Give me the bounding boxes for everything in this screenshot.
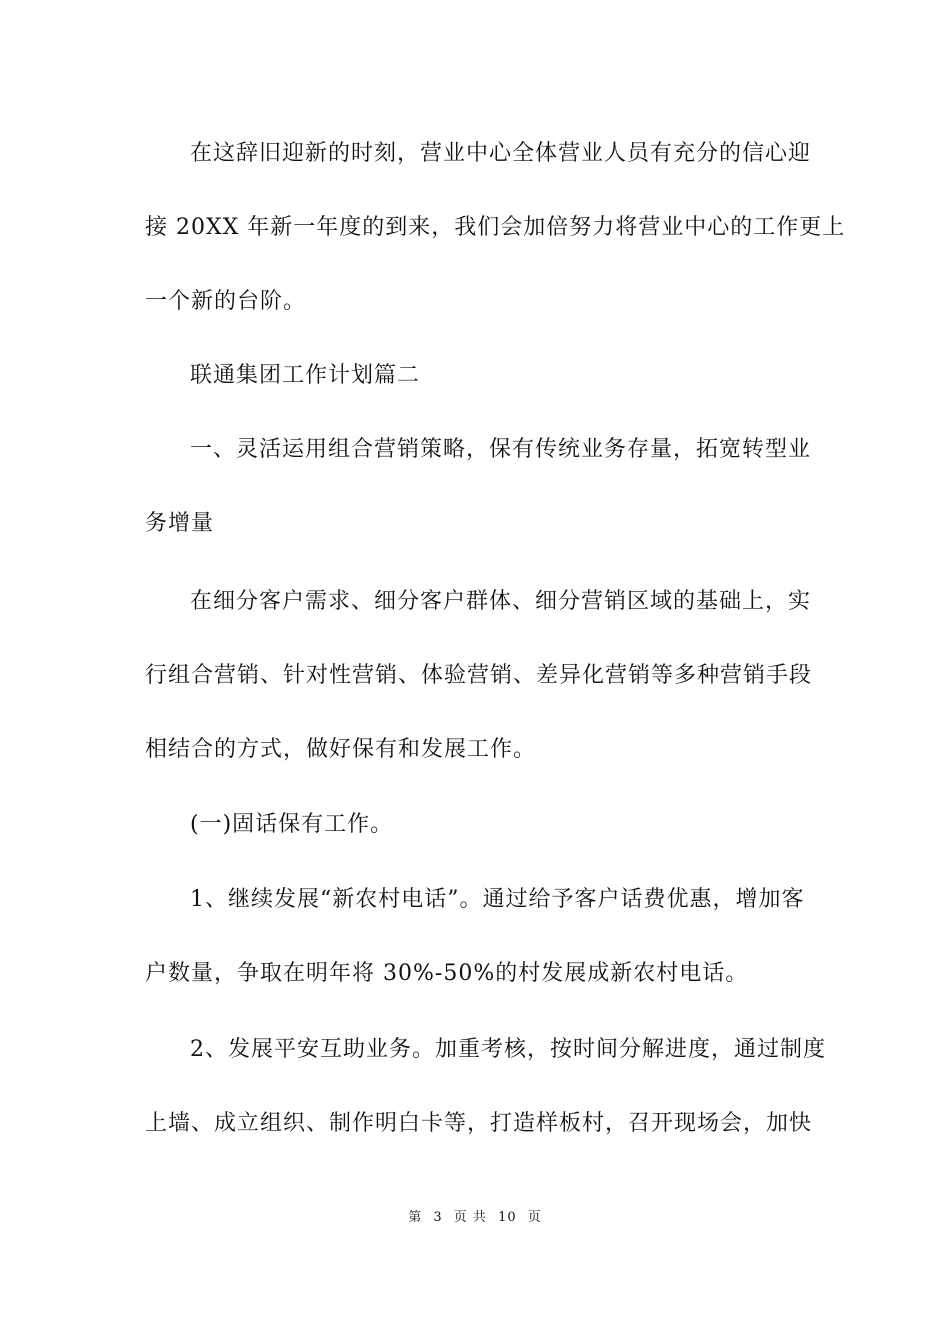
section-heading: 联通集团工作计划篇二 (190, 363, 421, 388)
paragraph-line: 行组合营销、针对性营销、体验营销、差异化营销等多种营销手段 (145, 663, 813, 688)
total-pages-number: 10 (498, 1210, 517, 1225)
paragraph-line: 一、灵活运用组合营销策略，保有传统业务存量，拓宽转型业 (190, 437, 812, 462)
current-page-number: 3 (433, 1210, 443, 1225)
footer-middle: 页 共 (453, 1210, 487, 1225)
paragraph-line: 1、继续发展“新农村电话”。通过给予客户话费优惠，增加客 (190, 887, 805, 912)
paragraph-line: 2、发展平安互助业务。加重考核，按时间分解进度，通过制度 (190, 1037, 826, 1062)
paragraph-line: 在细分客户需求、细分客户群体、细分营销区域的基础上，实 (190, 589, 812, 614)
paragraph-line: 上墙、成立组织、制作明白卡等，打造样板村，召开现场会，加快 (145, 1111, 813, 1136)
paragraph-line: 务增量 (145, 511, 215, 536)
paragraph-line: 接 20XX 年新一年度的到来，我们会加倍努力将营业中心的工作更上 (145, 215, 846, 240)
footer-suffix: 页 (527, 1210, 542, 1225)
paragraph-line: 相结合的方式，做好保有和发展工作。 (145, 737, 537, 762)
paragraph-line: 户数量，争取在明年将 30%-50%的村发展成新农村电话。 (145, 961, 749, 986)
footer-prefix: 第 (408, 1210, 423, 1225)
subsection-heading: (一)固话保有工作。 (190, 812, 394, 837)
paragraph-line: 在这辞旧迎新的时刻，营业中心全体营业人员有充分的信心迎 (190, 141, 812, 166)
page-footer (0, 1209, 950, 1227)
paragraph-line: 一个新的台阶。 (145, 289, 307, 314)
